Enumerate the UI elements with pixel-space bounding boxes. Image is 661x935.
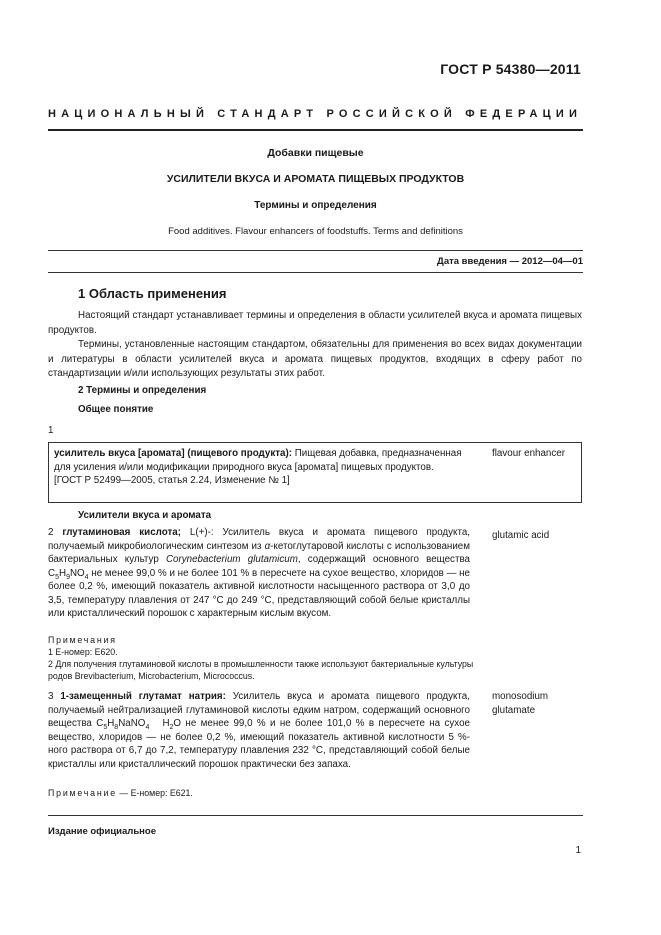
term-3-text-b: O не менее 99,0 % и не более 101,0 % в пересчете на сухое вещество, хлоридов — не более 0,2 %, имеющий показатель активной кислотности 5 %-ного раствора от 6,7 до 7,2, температуру плавления 232 °С, представляющий собой белые кристаллы или кристаллический порошок практически без запаха. bbox=[48, 718, 470, 770]
english-title: Food additives. Flavour enhancers of foodstuffs. Terms and definitions bbox=[168, 226, 463, 237]
term-2-text-a: L(+)-: Усилитель вкуса и аромата пищевого продукта, получаемый микробиологическим синтезом из bbox=[48, 527, 470, 552]
note-1: 1 Е-номер: Е620. bbox=[48, 647, 118, 657]
official-edition-label: Издание официальное bbox=[48, 826, 156, 837]
document-code: ГОСТ Р 54380—2011 bbox=[440, 61, 581, 77]
formula-sub: 8 bbox=[114, 723, 119, 731]
term-2-text-b: -кетоглутаровой кислоты с использованием бактериальных культур bbox=[48, 540, 470, 565]
formula-part: H bbox=[58, 567, 67, 579]
alpha-symbol: α bbox=[264, 540, 271, 552]
national-standard-banner: НАЦИОНАЛЬНЫЙ СТАНДАРТ РОССИЙСКОЙ ФЕДЕРАЦИИ bbox=[48, 108, 583, 120]
general-concept-heading: Общее понятие bbox=[78, 404, 154, 415]
term-2-english: glutamic acid bbox=[492, 530, 550, 541]
formula-sub: 9 bbox=[66, 573, 70, 581]
page-number: 1 bbox=[575, 845, 581, 856]
term-1-definition bbox=[54, 447, 468, 488]
subsection-heading: Усилители вкуса и аромата bbox=[78, 510, 212, 521]
formula-part: NO bbox=[69, 567, 85, 579]
notes-heading: Примечания bbox=[48, 635, 117, 645]
term-3-english-line-2: glutamate bbox=[492, 704, 536, 716]
term-1-text: Пищевая добавка, предназначенная для усиления и/или модификации природного вкуса [аромата] пищевых продуктов. bbox=[54, 448, 462, 473]
organism-name: Corynebacterium glutamicum bbox=[165, 554, 298, 565]
term-1-reference: [ГОСТ Р 52499—2005, статья 2.24, Изменение № 1] bbox=[54, 475, 290, 486]
formula-sub: 5 bbox=[55, 573, 59, 581]
term-2-text-d: не менее 99,0 % и не более 101 % в пересчете на сухое вещество, хлоридов — не более 0,2 %, имеющий показатель активной кислотности насыщенного раствора от 3,0 до 3,5, температуру плавления от 247 °С до 249 °С, представляющий собой белые кристаллы или кристаллический порошок с характерным кислым вкусом. bbox=[48, 567, 470, 619]
term-3-number: 3 bbox=[48, 691, 54, 702]
term-3-text-a: Усилитель вкуса и аромата пищевого продукта, получаемый нейтрализацией глутаминовой кислоты едким натром, содержащий основного вещества C bbox=[48, 691, 470, 729]
formula-sub: 4 bbox=[84, 573, 89, 581]
scope-paragraph-2: Термины, установленные настоящим стандартом, обязательны для применения во всех видах документации и литературы в области усилителей вкуса и аромата пищевых продуктов, входящих в сферу работ по стандартизации и/или использующих результаты этих работ. bbox=[48, 339, 582, 379]
formula-part: H bbox=[149, 718, 170, 729]
term-3-label: 1-замещенный глутамат натрия: bbox=[60, 691, 226, 702]
title-rule bbox=[48, 250, 583, 251]
term-1-label: усилитель вкуса [аромата] (пищевого продукта): bbox=[54, 448, 293, 459]
term-3-note bbox=[48, 787, 478, 799]
note-text: — Е-номер: Е621. bbox=[116, 788, 193, 798]
term-2-text-c: , содержащий основного вещества C bbox=[48, 554, 470, 579]
formula-part: NaNO bbox=[118, 718, 146, 729]
term-3-english bbox=[492, 690, 548, 717]
term-2-label: глутаминовая кислота; bbox=[62, 527, 181, 538]
note-2: 2 Для получения глутаминовой кислоты в промышленности также используют бактериальные культуры родов Brevibacterium, Microbacterium, Micrococcus. bbox=[48, 659, 474, 681]
term-1-number: 1 bbox=[48, 425, 54, 436]
term-3-english-line-1: monosodium bbox=[492, 691, 549, 702]
terms-title: Термины и определения bbox=[254, 200, 377, 211]
section-1-title: 1 Область применения bbox=[78, 286, 227, 301]
term-2-number: 2 bbox=[48, 527, 54, 538]
formula-sub: 4 bbox=[145, 723, 150, 731]
main-title: УСИЛИТЕЛИ ВКУСА И АРОМАТА ПИЩЕВЫХ ПРОДУКТОВ bbox=[166, 173, 465, 185]
scope-paragraph-1: Настоящий стандарт устанавливает термины и определения в области усилителей вкуса и аромата пищевых продуктов. bbox=[48, 310, 582, 336]
formula-sub: 5 bbox=[103, 723, 108, 731]
term-1-english: flavour enhancer bbox=[492, 448, 565, 459]
header-rule bbox=[48, 129, 583, 131]
date-rule bbox=[48, 272, 583, 273]
footer-rule bbox=[48, 815, 583, 816]
note-heading: Примечание bbox=[48, 788, 117, 798]
section-2-title: 2 Термины и определения bbox=[78, 385, 207, 396]
section-1-body bbox=[48, 309, 582, 382]
formula-part: H bbox=[107, 718, 115, 729]
term-2-notes bbox=[48, 634, 478, 682]
term-2-definition bbox=[48, 526, 470, 621]
formula-sub: 2 bbox=[169, 723, 174, 731]
subject-title: Добавки пищевые bbox=[267, 147, 364, 159]
term-3-definition bbox=[48, 690, 470, 771]
introduction-date: Дата введения — 2012—04—01 bbox=[437, 256, 583, 267]
